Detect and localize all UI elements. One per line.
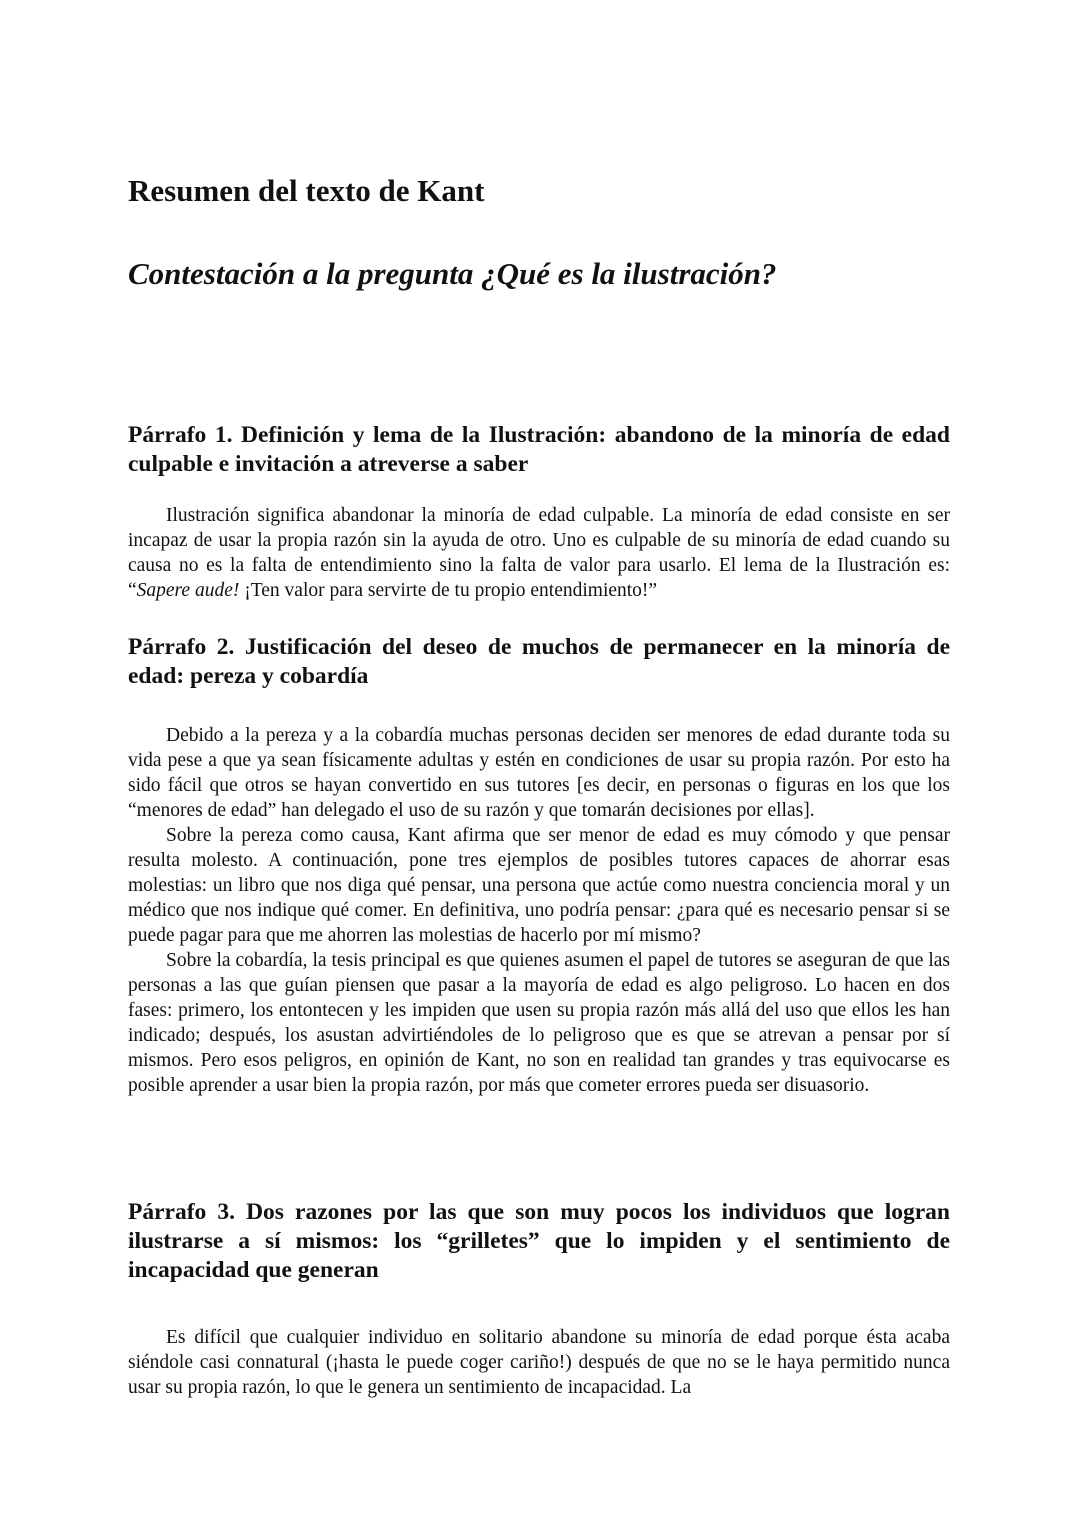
body-paragraph: Sobre la cobardía, la tesis principal es que quienes asumen el papel de tutores se aseguran de que las personas a las que guían piensen que pasar a la mayoría de edad es algo peligroso. Lo hacen en dos fases: primero, los entontecen y les impiden que usen su propia razón más allá del uso que ellos les han indicado; después, los asustan advirtiéndoles de lo peligroso que es que se atrevan a pensar por sí mismos. Pero esos peligros, en opinión de Kant, no son en realidad tan grandes y tras equivocarse es posible aprender a usar bien la propia razón, por más que cometer errores pueda ser disuasorio. xyxy=(128,950,950,1096)
body-text: Ilustración significa abandonar la minoría de edad culpable. La minoría de edad consiste en ser incapaz de usar la propia razón sin la ayuda de otro. Uno es culpable de su minoría de edad cuando su causa no es la falta de entendimiento sino la falta de valor para usarlo. El lema de la Ilustración es: “ xyxy=(128,505,950,601)
body-paragraph: Es difícil que cualquier individuo en solitario abandone su minoría de edad porque ésta acaba siéndole casi connatural (¡hasta le puede coger cariño!) después de que no se le haya permitido nunca usar su propia razón, lo que le genera un sentimiento de incapacidad. La xyxy=(128,1327,950,1398)
body-text-end: ¡Ten valor para servirte de tu propio entendimiento!” xyxy=(239,580,658,601)
document-title: Resumen del texto de Kant xyxy=(128,173,485,208)
body-paragraph: Sobre la pereza como causa, Kant afirma que ser menor de edad es muy cómodo y que pensar resulta molesto. A continuación, pone tres ejemplos de posibles tutores capaces de ahorrar esas molestias: un libro que nos diga qué pensar, una persona que actúe como nuestra conciencia moral y un médico que nos indique qué comer. En definitiva, uno podría pensar: ¿para qué es necesario pensar si se puede pagar para que me ahorren las molestias de hacerlo por mí mismo? xyxy=(128,825,950,946)
section-paragraph-3 xyxy=(128,1198,950,1400)
body-paragraph: Debido a la pereza y a la cobardía muchas personas deciden ser menores de edad durante toda su vida pese a que ya sean físicamente adultas y estén en condiciones de usar su propia razón. Por esto ha sido fácil que otros se hayan convertido en sus tutores [es decir, en personas o figuras en los que los “menores de edad” han delegado el uso de su razón y que tomarán decisiones por ellas]. xyxy=(128,725,950,821)
section-paragraph-2 xyxy=(128,633,950,1098)
section-body xyxy=(128,503,950,603)
section-paragraph-1 xyxy=(128,421,950,603)
section-heading: Párrafo 3. Dos razones por las que son muy pocos los individuos que logran ilustrarse a sí mismos: los “grilletes” que lo impiden y el sentimiento de incapacidad que generan xyxy=(128,1199,950,1283)
body-paragraph xyxy=(128,503,950,603)
latin-motto: Sapere aude! xyxy=(136,580,240,601)
section-body xyxy=(128,723,950,1098)
section-heading: Párrafo 1. Definición y lema de la Ilustración: abandono de la minoría de edad culpable e invitación a atreverse a saber xyxy=(128,422,950,477)
section-heading: Párrafo 2. Justificación del deseo de muchos de permanecer en la minoría de edad: pereza y cobardía xyxy=(128,634,950,689)
document-subtitle: Contestación a la pregunta ¿Qué es la ilustración? xyxy=(128,256,777,291)
section-body xyxy=(128,1325,950,1400)
